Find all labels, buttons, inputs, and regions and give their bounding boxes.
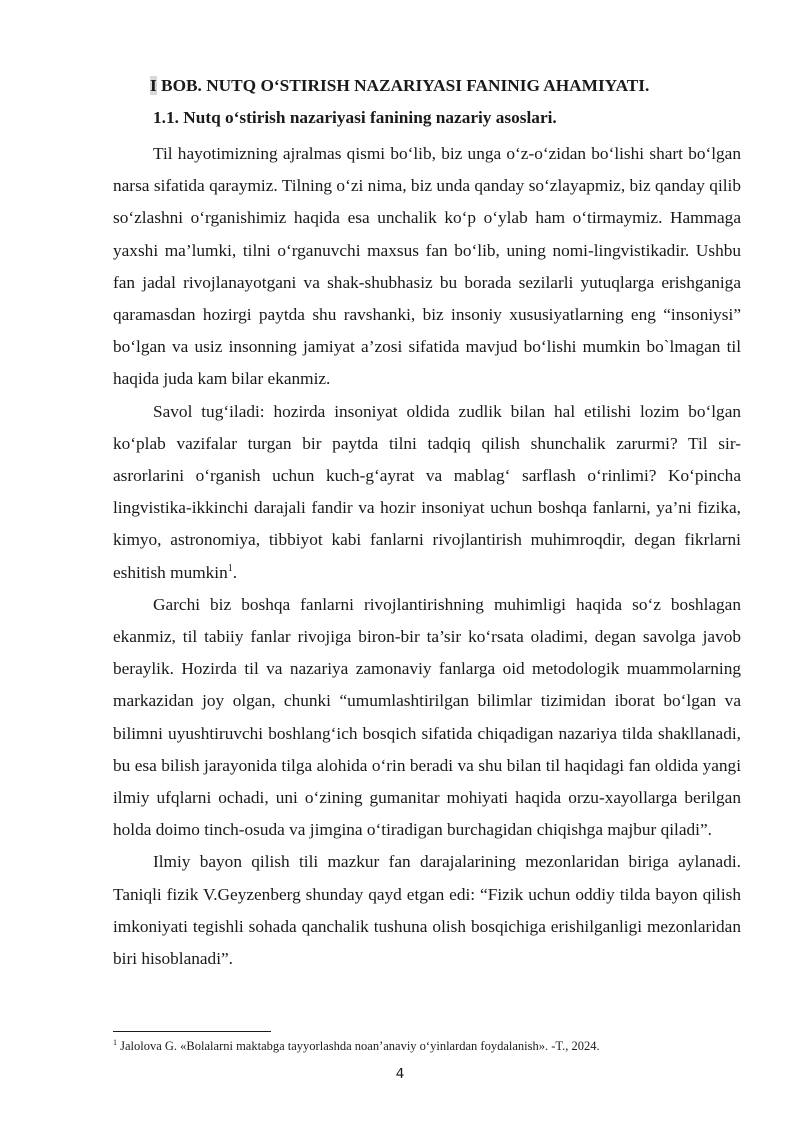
paragraph-1 [113, 138, 741, 396]
footnote-separator [113, 1031, 271, 1032]
paragraph-1-text: Til hayotimizning ajralmas qismi bo‘lib, biz unga o‘z-o‘zidan bo‘lishi shart bo‘lgan narsa sifatida qaraymiz. Tilning o‘zi nima, biz unda qanday so‘zlayapmiz, biz qanday qilib so‘zlashni o‘rganishimiz haqida esa unchalik ko‘p o‘ylab ham o‘tirmaymiz. Hammaga yaxshi ma’lumki, tilni o‘rganuvchi maxsus fan bo‘lib, uning nomi-lingvistikadir. Ushbu fan jadal rivojlanayotgani va shak-shubhasiz bu borada sezilarli yutuqlarga erishganiga qaramasdan hozirgi paytda shu ravshanki, biz insoniy xususiyatlarning eng “insoniysi” bo‘lgan va usiz insonning jamiyat a’zosi sifatida mavjud bo‘lishi mumkin bo`lmagan til haqida juda kam bilar ekanmiz. [113, 144, 741, 389]
chapter-title-text: BOB. NUTQ O‘STIRISH NAZARIYASI FANINIG AHAMIYATI. [156, 76, 650, 95]
chapter-title-first-char: I [150, 76, 157, 95]
chapter-title [150, 76, 649, 96]
paragraph-2-end: . [232, 562, 238, 582]
paragraph-3 [113, 589, 741, 847]
paragraph-4-text: Ilmiy bayon qilish tili mazkur fan darajalarining mezonlaridan biriga aylanadi. Taniqli fizik V.Geyzenberg shunday qayd etgan edi: “Fizik uchun oddiy tilda bayon qilish imkoniyati tegishli sohada qanchalik tushuna olish bosqichiga erishilganligi mezonlaridan biri hisoblanadi”. [113, 852, 741, 969]
paragraph-4 [113, 846, 741, 975]
paragraph-3-text: Garchi biz boshqa fanlarni rivojlantirishning muhimligi haqida so‘z boshlagan ekanmiz, til tabiiy fanlar rivojiga biron-bir ta’sir ko‘rsata oladimi, degan savolga javob beraylik. Hozirda til va nazariya zamonaviy fanlarga oid metodologik muammolarning markazidan joy olgan, chunki “umumlashtirilgan bilimlar tizimidan iborat bo‘lgan va bilimni uyushtiruvchi boshlang‘ich bosqich sifatida chiqadigan nazariya tilda shakllanadi, bu esa bilish jarayonida tilga alohida o‘rin beradi va shu bilan til haqidagi fan oldida yangi ilmiy ufqlarni ochadi, uni o‘zining gumanitar mohiyati haqida orzu-xayollarga berilgan holda doimo tinch-osuda va jimgina o‘tiradigan burchagidan chiqishga majbur qiladi”. [113, 594, 741, 840]
section-title: 1.1. Nutq o‘stirish nazariyasi fanining nazariy asoslari. [153, 108, 557, 127]
paragraph-2 [113, 396, 741, 589]
body-text [113, 138, 741, 975]
footnote-mark: 1 [113, 1038, 117, 1047]
footnote-reference[interactable]: 1 [227, 562, 233, 574]
page-number: 4 [395, 1066, 405, 1082]
footnote-text: Jalolova G. «Bolalarni maktabga tayyorlashda noan’anaviy o‘yinlardan foydalanish». -T., 2024. [117, 1039, 600, 1054]
paragraph-2-text: Savol tug‘iladi: hozirda insoniyat oldida zudlik bilan hal etilishi lozim bo‘lgan ko‘plab vazifalar turgan bir paytda tilni tadqiq qilish shunchalik zarurmi? Til sir-asrorlarini o‘rganish uchun kuch-g‘ayrat va mablag‘ sarflash o‘rinlimi? Ko‘pincha lingvistika-ikkinchi darajali fandir va hozir insoniyat uchun boshqa fanlarni, ya’ni fizika, kimyo, astronomiya, tibbiyot kabi fanlarni rivojlantirish muhimroqdir, degan fikrlarni eshitish mumkin [113, 401, 741, 582]
footnote [113, 1038, 600, 1054]
